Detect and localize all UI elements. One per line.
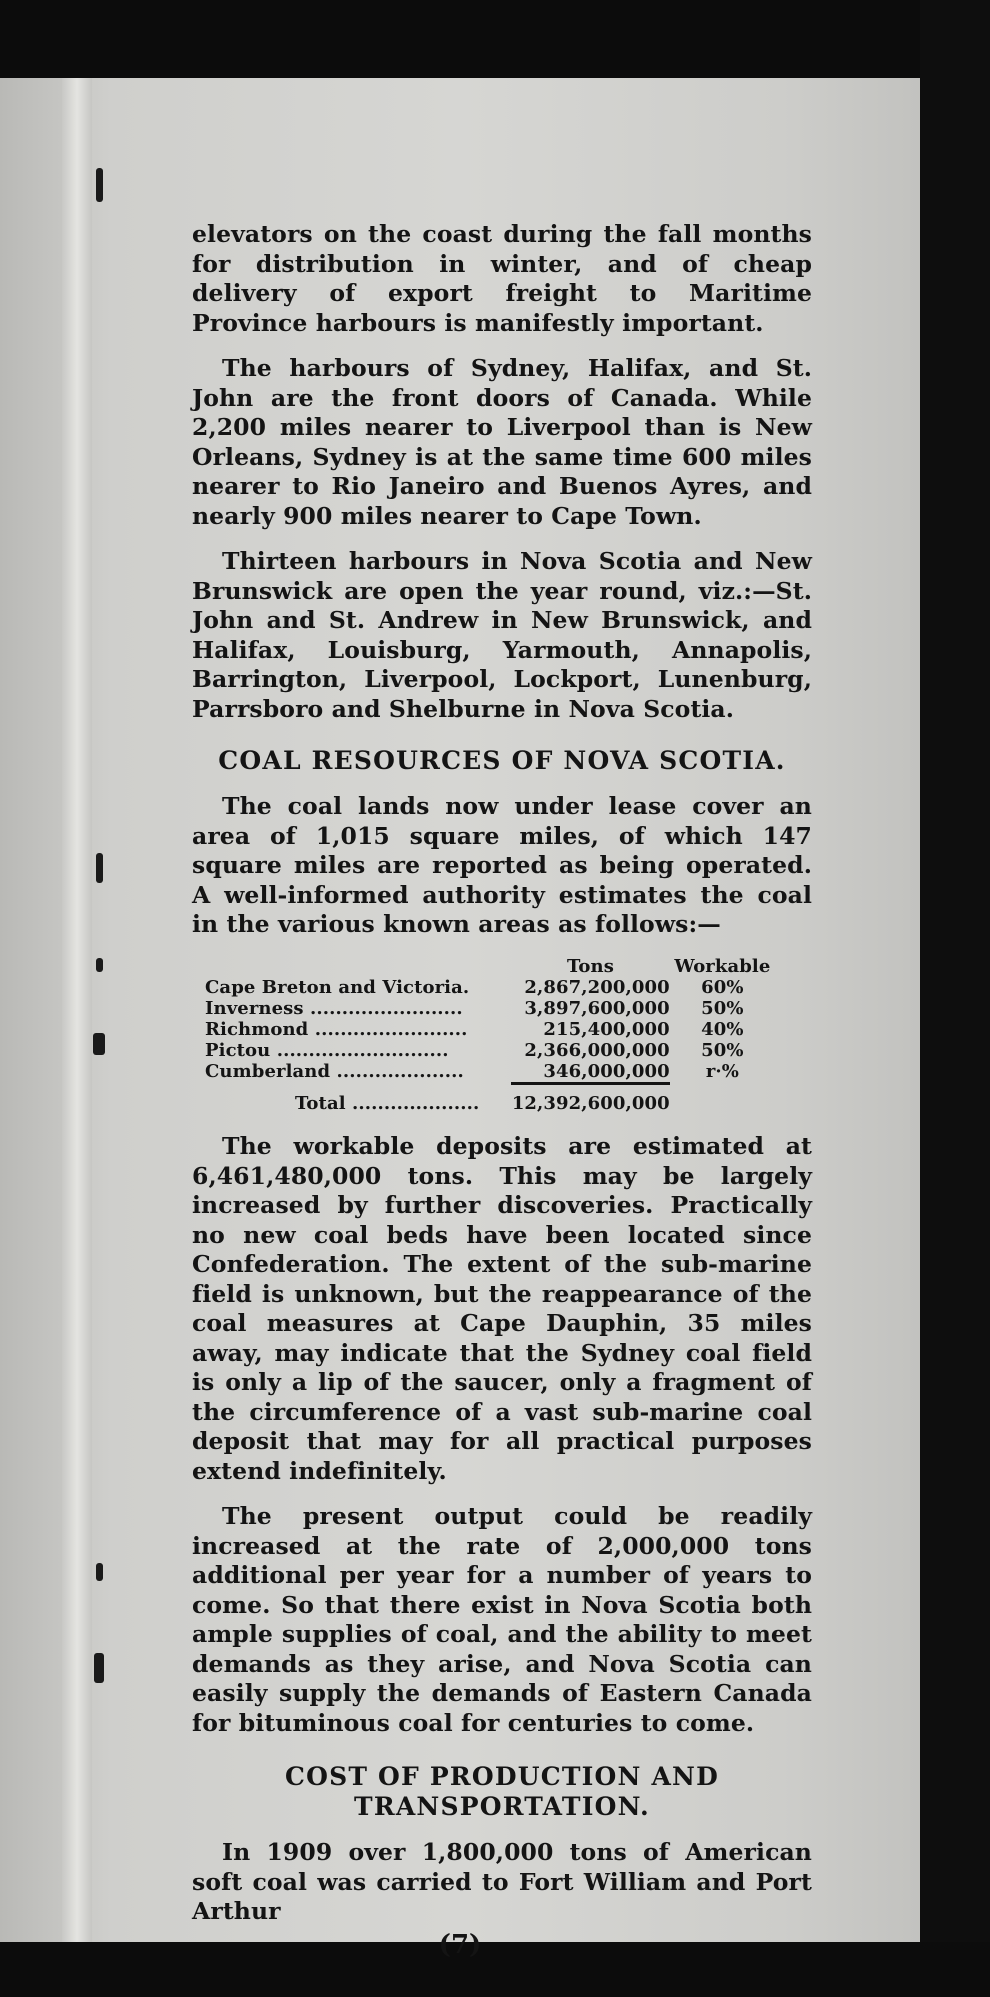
table-cell-name: Pictou ........................... [205, 1039, 449, 1061]
page-number: (7) [438, 1930, 482, 1960]
section-heading-cost-of-production [192, 1762, 812, 1822]
margin-mark [93, 1033, 105, 1055]
section-heading-line: TRANSPORTATION. [354, 1792, 650, 1821]
margin-mark [96, 168, 103, 202]
section-heading-coal-resources: COAL RESOURCES OF NOVA SCOTIA. [218, 746, 786, 775]
margin-mark [96, 853, 103, 883]
table-cell-tons: 215,400,000 [543, 1018, 670, 1040]
table-total-empty [670, 1083, 775, 1114]
page-content [192, 220, 812, 1943]
table-cell-tons: 2,867,200,000 [524, 976, 670, 998]
table-cell-name: Richmond ........................ [205, 1018, 468, 1040]
paragraph: The coal lands now under lease cover an area of 1,015 square miles, of which 147 square miles are reported as being operated. A well-informed authority estimates the coal in the various known areas as follows:— [192, 792, 812, 938]
table-cell-workable: 50% [701, 1039, 744, 1061]
table-cell-workable: r·% [705, 1061, 739, 1083]
table-cell-workable: 40% [701, 1018, 744, 1040]
table-total-tons: 12,392,600,000 [511, 1083, 670, 1114]
table-cell-workable: 50% [701, 997, 744, 1019]
margin-mark [96, 1563, 103, 1581]
paragraph: Thirteen harbours in Nova Scotia and New Brunswick are open the year round, viz.:—St. John and St. Andrew in New Brunswick, and Halifax, Louisburg, Yarmouth, Annapolis, Barrington, Liverpool, Lockport, Lunenburg, Parrsboro and Shelburne in Nova Scotia. [192, 547, 812, 723]
table-cell-tons: 3,897,600,000 [524, 997, 670, 1019]
document-page [0, 78, 920, 1960]
scan-top-border [0, 0, 990, 78]
coal-estimates-table [205, 956, 775, 1115]
table-header-tons: Tons [566, 955, 614, 977]
paragraph: The present output could be readily increased at the rate of 2,000,000 tons additional per year for a number of years to come. So that there exist in Nova Scotia both ample supplies of coal, and the ability to meet demands as they arise, and Nova Scotia can easily supply the demands of Eastern Canada for bituminous coal for centuries to come. [192, 1502, 812, 1737]
margin-mark [96, 958, 103, 972]
table-header-row [205, 956, 775, 977]
table-header-workable: Workable [674, 955, 771, 977]
table-cell-tons: 2,366,000,000 [524, 1039, 670, 1061]
table-row [205, 1019, 775, 1040]
table-row [205, 1061, 775, 1084]
margin-mark [94, 1653, 104, 1683]
scan-right-border [920, 0, 990, 1997]
table-header-name [205, 956, 511, 977]
table-cell-tons: 346,000,000 [543, 1060, 670, 1082]
table-cell-name: Inverness ........................ [205, 997, 463, 1019]
table-cell-name: Cumberland .................... [205, 1061, 464, 1083]
table-total-row [205, 1083, 775, 1114]
paragraph: The workable deposits are estimated at 6,461,480,000 tons. This may be largely increased by further discoveries. Practically no new coal beds have been located since Confederation. The extent of the sub-marine field is unknown, but the reappearance of the coal measures at Cape Dauphin, 35 miles away, may indicate that the Sydney coal field is only a lip of the saucer, only a fragment of the circumference of a vast sub-marine coal deposit that may for all practical purposes extend indefinitely. [192, 1132, 812, 1485]
table-row [205, 977, 775, 998]
page-gutter [62, 78, 92, 1942]
paragraph: elevators on the coast during the fall months for distribution in winter, and of cheap delivery of export freight to Maritime Province harbours is manifestly important. [192, 220, 812, 337]
paragraph: In 1909 over 1,800,000 tons of American soft coal was carried to Fort William and Port Arthur [192, 1838, 812, 1925]
table-row [205, 1040, 775, 1061]
table-cell-name: Cape Breton and Victoria. [205, 976, 470, 998]
table-total-label: Total .................... [295, 1093, 480, 1114]
table-row [205, 998, 775, 1019]
paragraph: The harbours of Sydney, Halifax, and St. John are the front doors of Canada. While 2,200 miles nearer to Liverpool than is New Orleans, Sydney is at the same time 600 miles nearer to Rio Janeiro and Buenos Ayres, and nearly 900 miles nearer to Cape Town. [192, 354, 812, 530]
table-cell-workable: 60% [701, 976, 744, 998]
section-heading-line: COST OF PRODUCTION AND [285, 1762, 719, 1791]
